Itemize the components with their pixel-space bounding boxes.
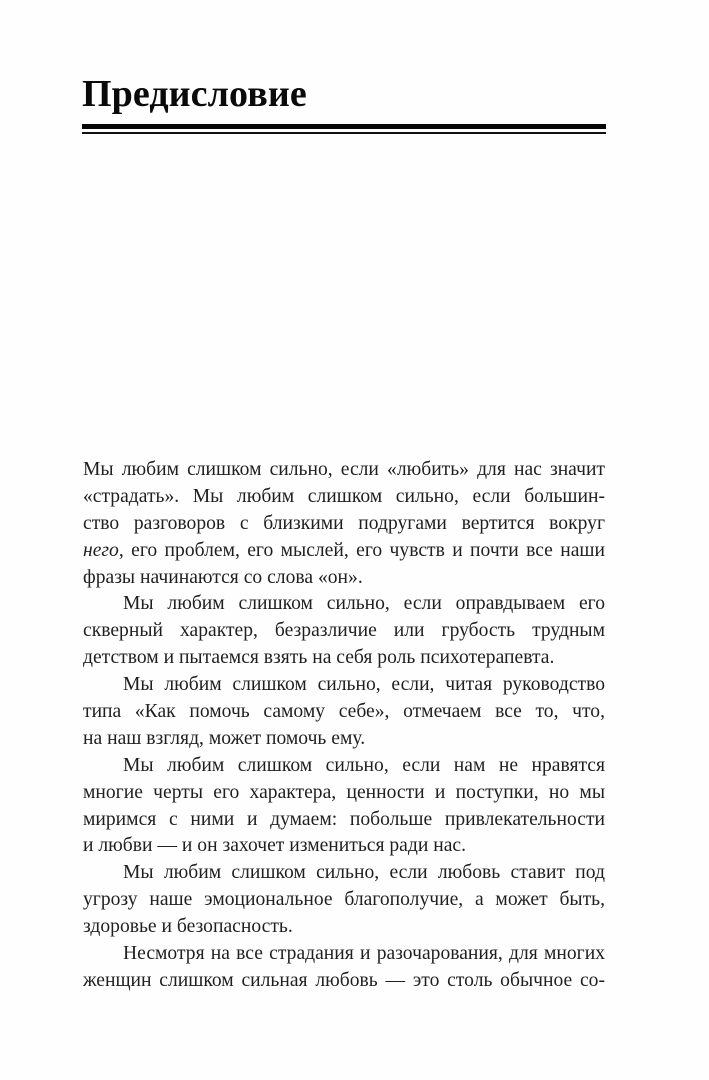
paragraph <box>83 860 605 941</box>
title-rule-thick <box>82 124 606 129</box>
text-line: женщин слишком сильная любовь — это столь обычное со- <box>83 969 605 991</box>
text-line: «страдать». Мы любим слишком сильно, если большин- <box>83 485 605 507</box>
paragraph <box>83 753 605 861</box>
text-line: фразы начинаются со слова «он». <box>83 566 363 588</box>
italic-emphasis: него <box>83 539 119 561</box>
text-line-rest: , его проблем, его мыслей, его чувств и почти все наши <box>118 539 605 561</box>
body-text <box>83 457 605 995</box>
chapter-title: Предисловие <box>82 73 307 115</box>
text-line: миримся с ними и думаем: побольше привлекательности <box>83 808 605 830</box>
text-line: Мы любим слишком сильно, если оправдываем его <box>123 593 605 615</box>
text-line: и любви — и он захочет измениться ради нас. <box>83 835 466 857</box>
text-line: многие черты его характера, ценности и поступки, но мы <box>83 781 605 803</box>
text-line: Мы любим слишком сильно, если любовь ставит под <box>123 862 605 884</box>
text-line: детством и пытаемся взять на себя роль психотерапевта. <box>83 647 555 669</box>
paragraph <box>83 457 605 591</box>
text-line: Мы любим слишком сильно, если нам не нравятся <box>123 754 605 776</box>
text-line: угрозу наше эмоциональное благополучие, а может быть, <box>83 889 605 911</box>
title-rule-thin <box>82 132 606 134</box>
text-line: ство разговоров с близкими подругами вертится вокруг <box>83 512 605 534</box>
text-line: здоровье и безопасность. <box>83 916 293 938</box>
text-line: Мы любим слишком сильно, если «любить» для нас значит <box>83 459 605 480</box>
text-line: типа «Как помочь самому себе», отмечаем все то, что, <box>83 701 605 723</box>
paragraph <box>83 941 605 995</box>
paragraph <box>83 672 605 753</box>
text-line <box>83 538 605 565</box>
text-line: скверный характер, безразличие или грубость трудным <box>83 620 605 642</box>
text-line: Несмотря на все страдания и разочарования, для многих <box>123 943 605 965</box>
paragraph <box>83 591 605 672</box>
text-line: Мы любим слишком сильно, если, читая руководство <box>123 674 605 696</box>
text-line: на наш взгляд, может помочь ему. <box>83 727 366 749</box>
